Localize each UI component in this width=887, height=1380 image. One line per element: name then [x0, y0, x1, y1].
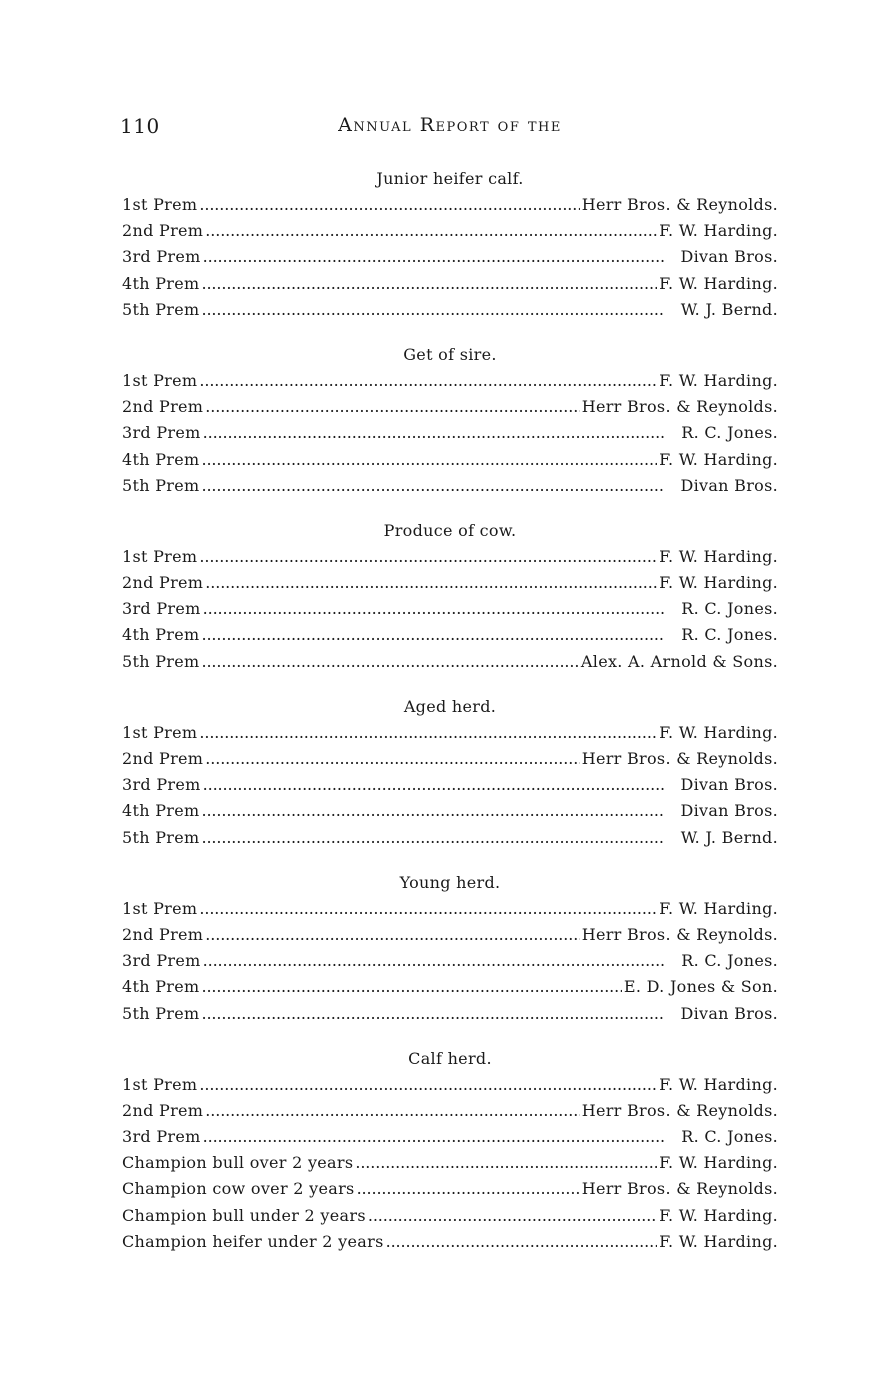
award-winner: F. W. Harding. — [659, 1153, 778, 1173]
dot-leader — [201, 622, 679, 648]
section-title: Young herd. — [399, 872, 501, 892]
award-entry — [122, 798, 778, 824]
dot-leader — [201, 798, 678, 824]
award-winner: F. W. Harding. — [659, 449, 778, 469]
dot-leader — [199, 1072, 657, 1098]
dot-leader — [203, 244, 679, 270]
dot-leader — [201, 825, 678, 851]
award-entry — [122, 420, 778, 446]
award-section — [122, 1046, 778, 1255]
award-entry — [122, 447, 778, 473]
award-entry — [122, 1124, 778, 1150]
award-entry — [122, 1098, 778, 1124]
dot-leader — [199, 720, 657, 746]
award-place: 4th Prem — [122, 977, 200, 997]
award-winner: W. J. Bernd. — [680, 299, 778, 319]
section-title: Calf herd. — [408, 1048, 492, 1068]
award-winner: Divan Bros. — [680, 775, 778, 795]
award-place: 5th Prem — [122, 475, 200, 495]
award-winner: R. C. Jones. — [681, 599, 778, 619]
dot-leader — [199, 896, 657, 922]
award-place: 3rd Prem — [122, 1127, 201, 1147]
award-place: 2nd Prem — [122, 1100, 204, 1120]
award-winner: Divan Bros. — [680, 1003, 778, 1023]
award-winner: F. W. Harding. — [659, 898, 778, 918]
award-place: 5th Prem — [122, 651, 200, 671]
award-winner: F. W. Harding. — [659, 1231, 778, 1251]
award-place: 1st Prem — [122, 370, 198, 390]
award-entry — [122, 974, 778, 1000]
dot-leader — [205, 570, 657, 596]
award-entry — [122, 570, 778, 596]
dot-leader — [203, 948, 680, 974]
award-entry — [122, 720, 778, 746]
award-entry — [122, 1150, 778, 1176]
award-winner: Herr Bros. & Reynolds. — [581, 749, 778, 768]
award-winner: R. C. Jones. — [681, 625, 778, 645]
award-winner: Herr Bros. & Reynolds. — [581, 397, 778, 417]
dot-leader — [203, 772, 679, 798]
award-winner: F. W. Harding. — [659, 273, 778, 293]
award-place: Champion bull under 2 years — [122, 1205, 366, 1225]
dot-leader — [203, 1124, 680, 1150]
award-place: 2nd Prem — [122, 749, 204, 768]
award-winner: F. W. Harding. — [659, 370, 778, 390]
award-place: 5th Prem — [122, 1003, 200, 1023]
award-entry — [122, 825, 778, 851]
dot-leader — [201, 649, 578, 675]
award-place: 4th Prem — [122, 273, 200, 293]
running-head: Annual Report of the — [338, 114, 562, 136]
award-entry — [122, 896, 778, 922]
dot-leader — [199, 368, 657, 394]
dot-leader — [368, 1203, 657, 1229]
award-place: 4th Prem — [122, 449, 200, 469]
award-place: 2nd Prem — [122, 924, 204, 944]
award-section — [122, 694, 778, 851]
section-title: Produce of cow. — [383, 520, 517, 540]
award-entry — [122, 1203, 778, 1229]
section-title: Get of sire. — [403, 344, 497, 364]
award-entry — [122, 922, 778, 948]
award-entry — [122, 1176, 778, 1202]
award-entry — [122, 596, 778, 622]
award-place: 2nd Prem — [122, 573, 204, 593]
award-place: 5th Prem — [122, 827, 200, 847]
dot-leader — [386, 1229, 657, 1255]
award-winner: Divan Bros. — [680, 801, 778, 821]
award-entry — [122, 244, 778, 270]
award-place: 3rd Prem — [122, 599, 201, 619]
section-title: Junior heifer calf. — [376, 169, 524, 188]
dot-leader — [199, 192, 579, 218]
award-place: 1st Prem — [122, 1074, 198, 1094]
award-entry — [122, 1072, 778, 1098]
award-place: 3rd Prem — [122, 951, 201, 971]
award-place: Champion bull over 2 years — [122, 1153, 354, 1173]
award-winner: E. D. Jones & Son. — [623, 977, 778, 997]
award-winner: R. C. Jones. — [681, 423, 778, 443]
award-section — [122, 166, 778, 323]
award-winner: Herr Bros. & Reynolds. — [581, 924, 778, 944]
award-winner: F. W. Harding. — [659, 221, 778, 241]
award-place: 4th Prem — [122, 625, 200, 645]
award-winner: Herr Bros. & Reynolds. — [581, 195, 778, 214]
award-winner: R. C. Jones. — [681, 951, 778, 971]
award-place: 2nd Prem — [122, 221, 204, 241]
dot-leader — [357, 1176, 580, 1202]
award-place: Champion cow over 2 years — [122, 1179, 355, 1199]
award-winner: F. W. Harding. — [659, 546, 778, 566]
section-title: Aged herd. — [403, 696, 497, 716]
award-entry — [122, 1001, 778, 1027]
award-entry — [122, 368, 778, 394]
award-section — [122, 870, 778, 1027]
award-winner: Divan Bros. — [680, 247, 778, 267]
award-entry — [122, 622, 778, 648]
award-winner: F. W. Harding. — [659, 1074, 778, 1094]
award-winner: F. W. Harding. — [659, 1205, 778, 1225]
award-winner: Herr Bros. & Reynolds. — [581, 1100, 778, 1120]
dot-leader — [355, 1150, 657, 1176]
dot-leader — [205, 922, 579, 948]
award-section — [122, 342, 778, 499]
dot-leader — [205, 394, 579, 420]
award-entry — [122, 297, 778, 323]
dot-leader — [205, 746, 579, 772]
award-winner: Divan Bros. — [680, 475, 778, 495]
award-winner: W. J. Bernd. — [680, 827, 778, 847]
dot-leader — [201, 297, 678, 323]
dot-leader — [201, 974, 621, 1000]
award-place: 1st Prem — [122, 546, 198, 566]
award-winner: Alex. A. Arnold & Sons. — [580, 651, 778, 671]
award-winner: Herr Bros. & Reynolds. — [581, 1179, 778, 1199]
award-place: 5th Prem — [122, 299, 200, 319]
award-place: 1st Prem — [122, 722, 198, 742]
award-winner: F. W. Harding. — [659, 573, 778, 593]
page-header — [120, 114, 780, 144]
award-entry — [122, 948, 778, 974]
award-entry — [122, 544, 778, 570]
page-number: 110 — [120, 114, 160, 138]
award-section — [122, 518, 778, 675]
dot-leader — [205, 1098, 579, 1124]
award-place: Champion heifer under 2 years — [122, 1231, 384, 1251]
dot-leader — [201, 473, 678, 499]
dot-leader — [201, 447, 657, 473]
award-place: 3rd Prem — [122, 775, 201, 795]
award-winner: F. W. Harding. — [659, 722, 778, 742]
award-entry — [122, 746, 778, 772]
award-entry — [122, 192, 778, 218]
award-entry — [122, 218, 778, 244]
award-place: 1st Prem — [122, 898, 198, 918]
award-winner: R. C. Jones. — [681, 1127, 778, 1147]
premium-list — [122, 166, 778, 1255]
dot-leader — [205, 218, 657, 244]
dot-leader — [199, 544, 657, 570]
award-place: 3rd Prem — [122, 247, 201, 267]
award-place: 2nd Prem — [122, 397, 204, 417]
award-entry — [122, 772, 778, 798]
award-entry — [122, 473, 778, 499]
dot-leader — [203, 596, 680, 622]
award-place: 1st Prem — [122, 195, 198, 214]
award-entry — [122, 271, 778, 297]
award-place: 3rd Prem — [122, 423, 201, 443]
award-entry — [122, 1229, 778, 1255]
award-entry — [122, 394, 778, 420]
award-place: 4th Prem — [122, 801, 200, 821]
award-entry — [122, 649, 778, 675]
dot-leader — [201, 271, 657, 297]
dot-leader — [201, 1001, 678, 1027]
dot-leader — [203, 420, 680, 446]
